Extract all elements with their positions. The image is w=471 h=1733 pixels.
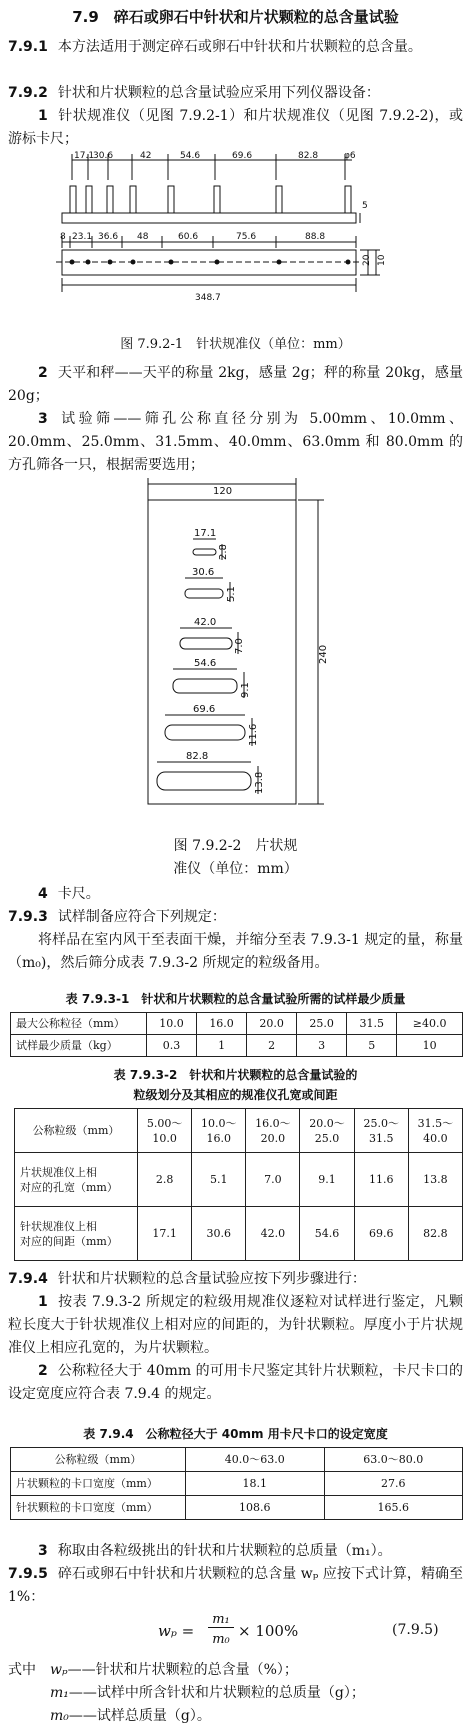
bottom-dim: 36.6 [98,232,119,242]
table-row: 针状颗粒的卡口宽度（mm） 108.6 165.6 [11,1496,463,1520]
formula-lhs: wₚ = [158,1622,195,1640]
slot-length: 30.6 [192,567,215,578]
table-3-caption: 表 7.9.4 公称粒径大于 40mm 用卡尺卡口的设定宽度 [83,1427,388,1441]
slot-length: 69.6 [193,704,216,715]
clause-7-9-2: 7.9.2 针状和片状颗粒的总含量试验应采用下列仪器设备： [8,85,380,101]
bottom-dim: 23.1 [72,232,93,242]
slot-length: 17.1 [194,528,217,539]
equation-number: (7.9.5) [392,1622,439,1638]
slot-width: 2.8 [218,544,229,560]
clause-7-9-3: 7.9.3 试样制备应符合下列规定： [8,909,226,925]
step-1: 1 按表 7.9.3-2 所规定的粒级用规准仪逐粒对试样进行鉴定，凡颗粒长度大于针状规准仪上相对应的间距的，为针状颗粒。厚度小于片状规准仪上相应孔宽的，为片状颗粒。 [8,1294,463,1356]
top-dim: 17.1 [74,151,95,161]
slot-width: 13.8 [254,771,265,794]
clause-7-9-1: 7.9.1 本方法适用于测定碎石或卵石中针状和片状颗粒的总含量。 [8,39,422,55]
figure-1-caption: 图 7.9.2-1 针状规准仪（单位：mm） [120,337,351,352]
top-dim: 69.6 [232,151,253,161]
table-row: 公称粒级（mm） 5.00～ 10.0 10.0～ 16.0 16.0～ 20.0 20.0～ 25.0 25.0～ 31.5 31.5～ 40.0 [15,1109,463,1153]
section-title: 7.9 碎石或卵石中针状和片状颗粒的总含量试验 [72,8,399,26]
flake-gauge-figure [0,474,471,814]
slot-length: 82.8 [186,751,209,762]
table-3 [10,1447,463,1520]
where-line-1: 式中 wₚ——针状和片状颗粒的总含量（%）； [8,1662,298,1678]
bottom-dim: 88.8 [305,232,326,242]
total-length: 348.7 [195,293,221,303]
where-line-2: m₁——试样中所含针状和片状颗粒的总质量（g）； [50,1685,365,1701]
table-2 [14,1108,463,1261]
top-dim: 82.8 [298,151,319,161]
slot-width: 7.0 [234,638,245,654]
step-2: 2 公称粒径大于 40mm 的可用卡尺鉴定其针片状颗粒，卡尺卡口的设定宽度应符合表 7.9.4 的规定。 [8,1363,463,1402]
clause-7-9-4: 7.9.4 针状和片状颗粒的总含量试验应按下列步骤进行： [8,1271,366,1287]
table-1-caption: 表 7.9.3-1 针状和片状颗粒的总含量试验所需的试样最少质量 [65,992,406,1006]
bottom-dim: 75.6 [236,232,257,242]
step-3: 3 称取由各粒级挑出的针状和片状颗粒的总质量（m₁）。 [38,1543,392,1559]
table-row: 试样最少质量（kg） 0.3 1 2 3 5 10 [11,1035,463,1057]
slot-length: 54.6 [194,658,217,669]
table-row: 公称粒级（mm） 40.0～63.0 63.0～80.0 [11,1448,463,1472]
plate-width: 120 [213,486,233,497]
top-dim: 30.6 [93,151,114,161]
table-2-caption-line1: 表 7.9.3-2 针状和片状颗粒的总含量试验的 [113,1068,358,1082]
side-dim: 20 [362,254,372,266]
item-1: 1 针状规准仪（见图 7.9.2-1）和片状规准仪（见图 7.9.2-2)，或游标卡尺； [8,108,463,147]
item-3: 3 试验筛——筛孔公称直径分别为 5.00mm、10.0mm、20.0mm、25.0mm、31.5mm、40.0mm、63.0mm 和 80.0mm 的方孔筛各一只，根据需要选用； [8,411,463,473]
table-2-caption-line2: 粒级划分及其相应的规准仪孔宽或间距 [133,1088,338,1102]
side-dim: 5 [362,201,368,211]
top-dim: 54.6 [180,151,201,161]
table-1 [10,1012,463,1057]
formula-numerator: m₁ [208,1612,234,1628]
clause-7-9-5: 7.9.5 碎石或卵石中针状和片状颗粒的总含量 wₚ 应按下式计算，精确至 1%： [8,1566,463,1605]
plate-height: 240 [318,644,329,664]
figure-2-caption-line2: 准仪（单位：mm） [173,861,298,877]
needle-gauge-figure [0,150,471,310]
top-dim: φ6 [344,151,356,161]
slot-width: 5.1 [226,586,237,602]
item-2: 2 天平和秤——天平的称量 2kg，感量 2g；秤的称量 20kg，感量 20g； [8,365,463,404]
bottom-dim: 8 [60,232,66,242]
bottom-dim: 60.6 [178,232,199,242]
figure-2-caption-line1: 图 7.9.2-2 片状规 [173,838,298,854]
slot-length: 42.0 [194,617,217,628]
formula-rhs: × 100% [238,1622,299,1640]
table-row: 片状规准仪上相 对应的孔宽（mm） 2.8 5.1 7.0 9.1 11.6 13.8 [15,1153,463,1207]
slot-width: 9.1 [240,682,251,698]
table-row: 片状颗粒的卡口宽度（mm） 18.1 27.6 [11,1472,463,1496]
top-dim: 42 [140,151,152,161]
item-4: 4 卡尺。 [38,886,100,902]
table-row: 针状规准仪上相 对应的间距（mm） 17.1 30.6 42.0 54.6 69.6 82.8 [15,1207,463,1261]
table-row: 最大公称粒径（mm） 10.0 16.0 20.0 25.0 31.5 ≥40.0 [11,1013,463,1035]
slot-width: 11.6 [248,723,259,746]
where-line-3: m₀——试样总质量（g）。 [50,1708,211,1724]
formula-denominator: m₀ [212,1632,230,1647]
clause-7-9-3-body: 将样品在室内风干至表面干燥，并缩分至表 7.9.3-1 规定的量，称量（m₀)，然后筛分成表 7.9.3-2 所规定的粒级备用。 [8,932,463,971]
side-dim: 10 [377,254,387,266]
bottom-dim: 48 [137,232,149,242]
